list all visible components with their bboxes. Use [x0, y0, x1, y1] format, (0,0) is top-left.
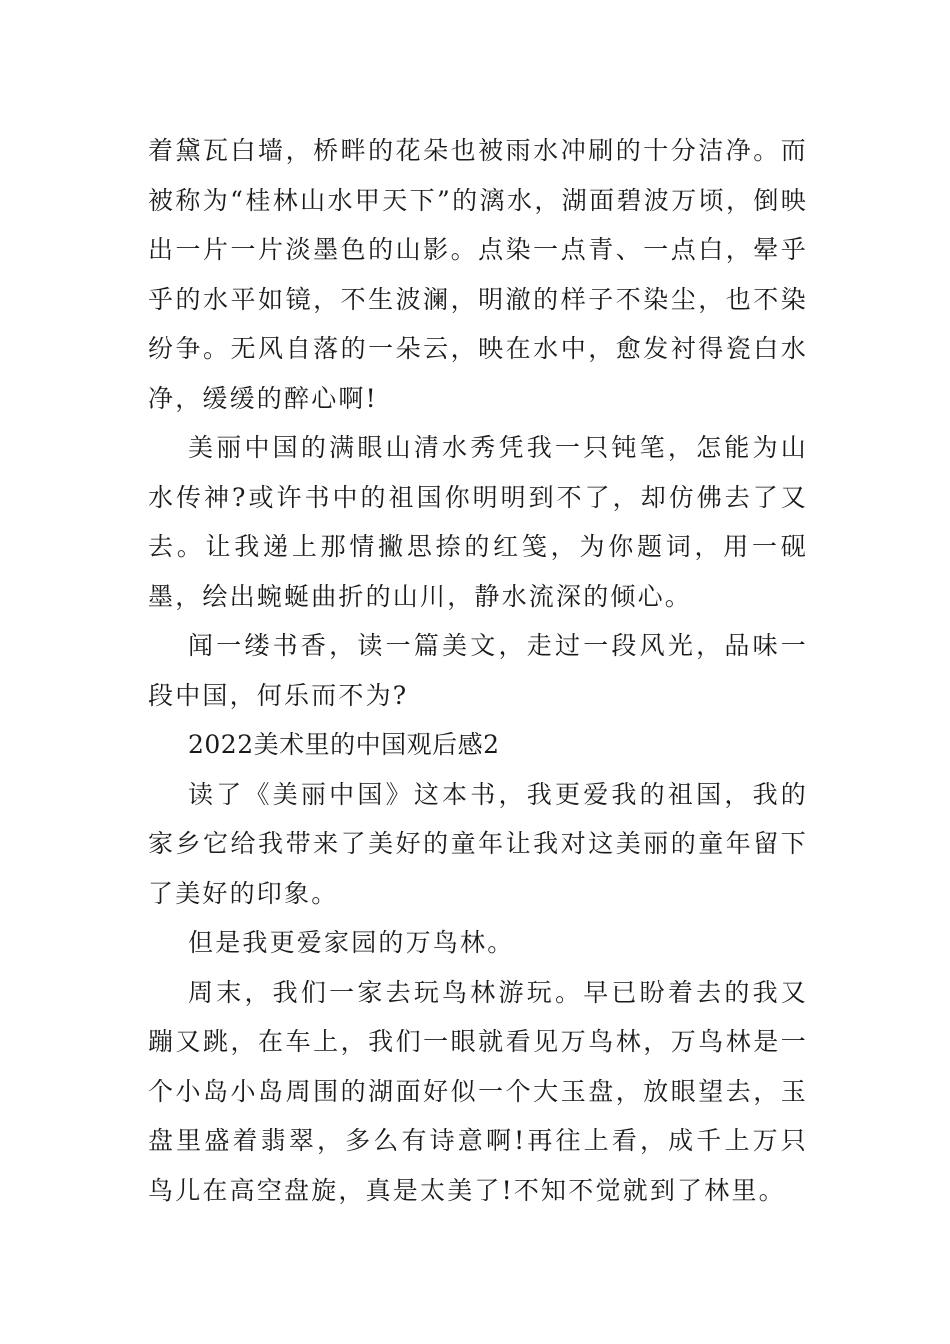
paragraph: 美丽中国的满眼山清水秀凭我一只钝笔，怎能为山水传神?或许书中的祖国你明明到不了，却仿佛去了又去。让我递上那情撇思捺的红笺，为你题词，用一砚墨，绘出蜿蜒曲折的山川，静水流深的倾心。: [148, 433, 808, 611]
section-title: 2022美术里的中国观后感2: [188, 730, 500, 759]
paragraph: 读了《美丽中国》这本书，我更爱我的祖国，我的家乡它给我带来了美好的童年让我对这美丽的童年留下了美好的印象。: [148, 779, 808, 908]
paragraph: 闻一缕书香，读一篇美文，走过一段风光，品味一段中国，何乐而不为?: [148, 631, 808, 710]
document-body: [148, 126, 808, 1215]
paragraph: 周末，我们一家去玩鸟林游玩。早已盼着去的我又蹦又跳，在车上，我们一眼就看见万鸟林，万鸟林是一个小岛小岛周围的湖面好似一个大玉盘，放眼望去，玉盘里盛着翡翠，多么有诗意啊!再往上看，成千上万只鸟儿在高空盘旋，真是太美了!不知不觉就到了林里。: [148, 977, 808, 1205]
paragraph: 但是我更爱家园的万鸟林。: [188, 928, 515, 957]
paragraph-continued: 着黛瓦白墙，桥畔的花朵也被雨水冲刷的十分洁净。而被称为“桂林山水甲天下”的漓水，湖面碧波万顷，倒映出一片一片淡墨色的山影。点染一点青、一点白，晕乎乎的水平如镜，不生波澜，明澈的样子不染尘，也不染纷争。无风自落的一朵云，映在水中，愈发衬得瓷白水净，缓缓的醉心啊!: [148, 136, 808, 413]
